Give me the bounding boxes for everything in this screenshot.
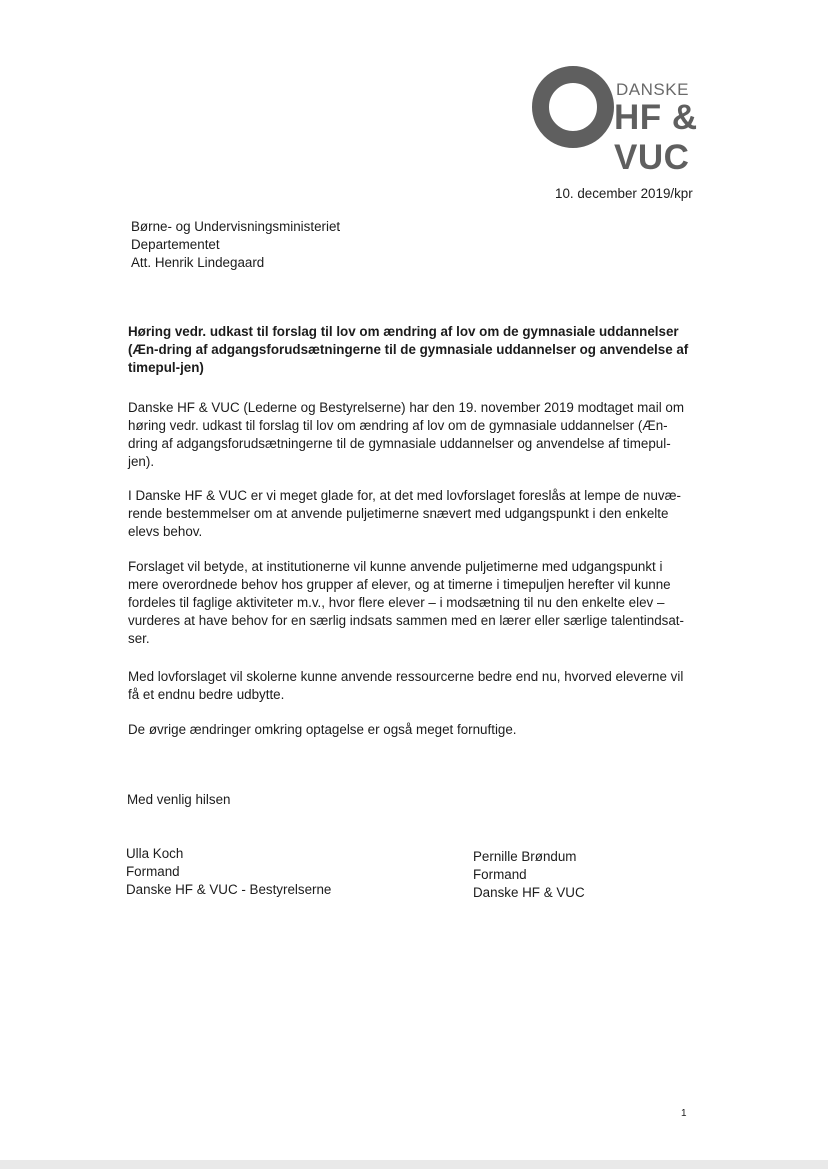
logo-ring-icon <box>532 66 614 148</box>
signature-block-right <box>473 848 585 902</box>
recipient-line-2: Departementet <box>131 237 220 252</box>
signatory-name: Ulla Koch <box>126 846 184 861</box>
date-line: 10. december 2019/kpr <box>555 186 693 201</box>
body-paragraph-4: Med lovforslaget vil skolerne kunne anvende ressourcerne bedre end nu, hvorved eleverne vil få et endnu bedre udbytte. <box>128 669 684 702</box>
body-paragraph-3: Forslaget vil betyde, at institutionerne vil kunne anvende puljetimerne med udgangspunkt i mere overordnede behov hos grupper af elever, og at timerne i timepuljen herefter vil kunne fordeles til faglige aktiviteter m.v., hvor flere elever – i modsætning til nu den enkelte elev – vurderes at have behov for en særlig indsats sammen med en lærer eller særlige talentindsat-ser. <box>128 559 684 646</box>
body-paragraph-5: De øvrige ændringer omkring optagelse er også meget fornuftige. <box>128 722 517 737</box>
danske-hf-vuc-logo <box>528 58 778 177</box>
logo-text-line1: DANSKE <box>616 80 689 99</box>
signatory-title: Formand <box>473 867 527 882</box>
signatory-organisation: Danske HF & VUC <box>473 885 585 900</box>
scan-edge-shadow <box>0 1160 828 1169</box>
recipient-address <box>131 218 340 272</box>
signatory-title: Formand <box>126 864 180 879</box>
recipient-line-3: Att. Henrik Lindegaard <box>131 255 265 270</box>
body-paragraph-1: Danske HF & VUC (Lederne og Bestyrelserne) har den 19. november 2019 modtaget mail om høring vedr. udkast til forslag til lov om ændring af lov om de gymnasiale uddannelser (Æn-dring af adgangsforudsætningerne til de gymnasiale uddannelser og anvendelse af timepul-jen). <box>128 400 684 469</box>
signatory-organisation: Danske HF & VUC - Bestyrelserne <box>126 882 332 897</box>
page-number: 1 <box>681 1108 687 1119</box>
signatory-name: Pernille Brøndum <box>473 849 577 864</box>
letter-subject: Høring vedr. udkast til forslag til lov om ændring af lov om de gymnasiale uddannelser (Æn-dring af adgangsforudsætningerne til de gymnasiale uddannelser og anvendelse af timepul-jen) <box>128 324 689 375</box>
closing-salutation: Med venlig hilsen <box>127 792 231 807</box>
recipient-line-1: Børne- og Undervisningsministeriet <box>131 219 341 234</box>
body-paragraph-2: I Danske HF & VUC er vi meget glade for, at det med lovforslaget foreslås at lempe de nuvæ-rende bestemmelser om at anvende puljetimerne snævert med udgangspunkt i den enkelte elevs behov. <box>128 488 681 539</box>
signature-block-left <box>126 845 331 899</box>
logo-text-line2: HF & VUC <box>614 98 698 177</box>
